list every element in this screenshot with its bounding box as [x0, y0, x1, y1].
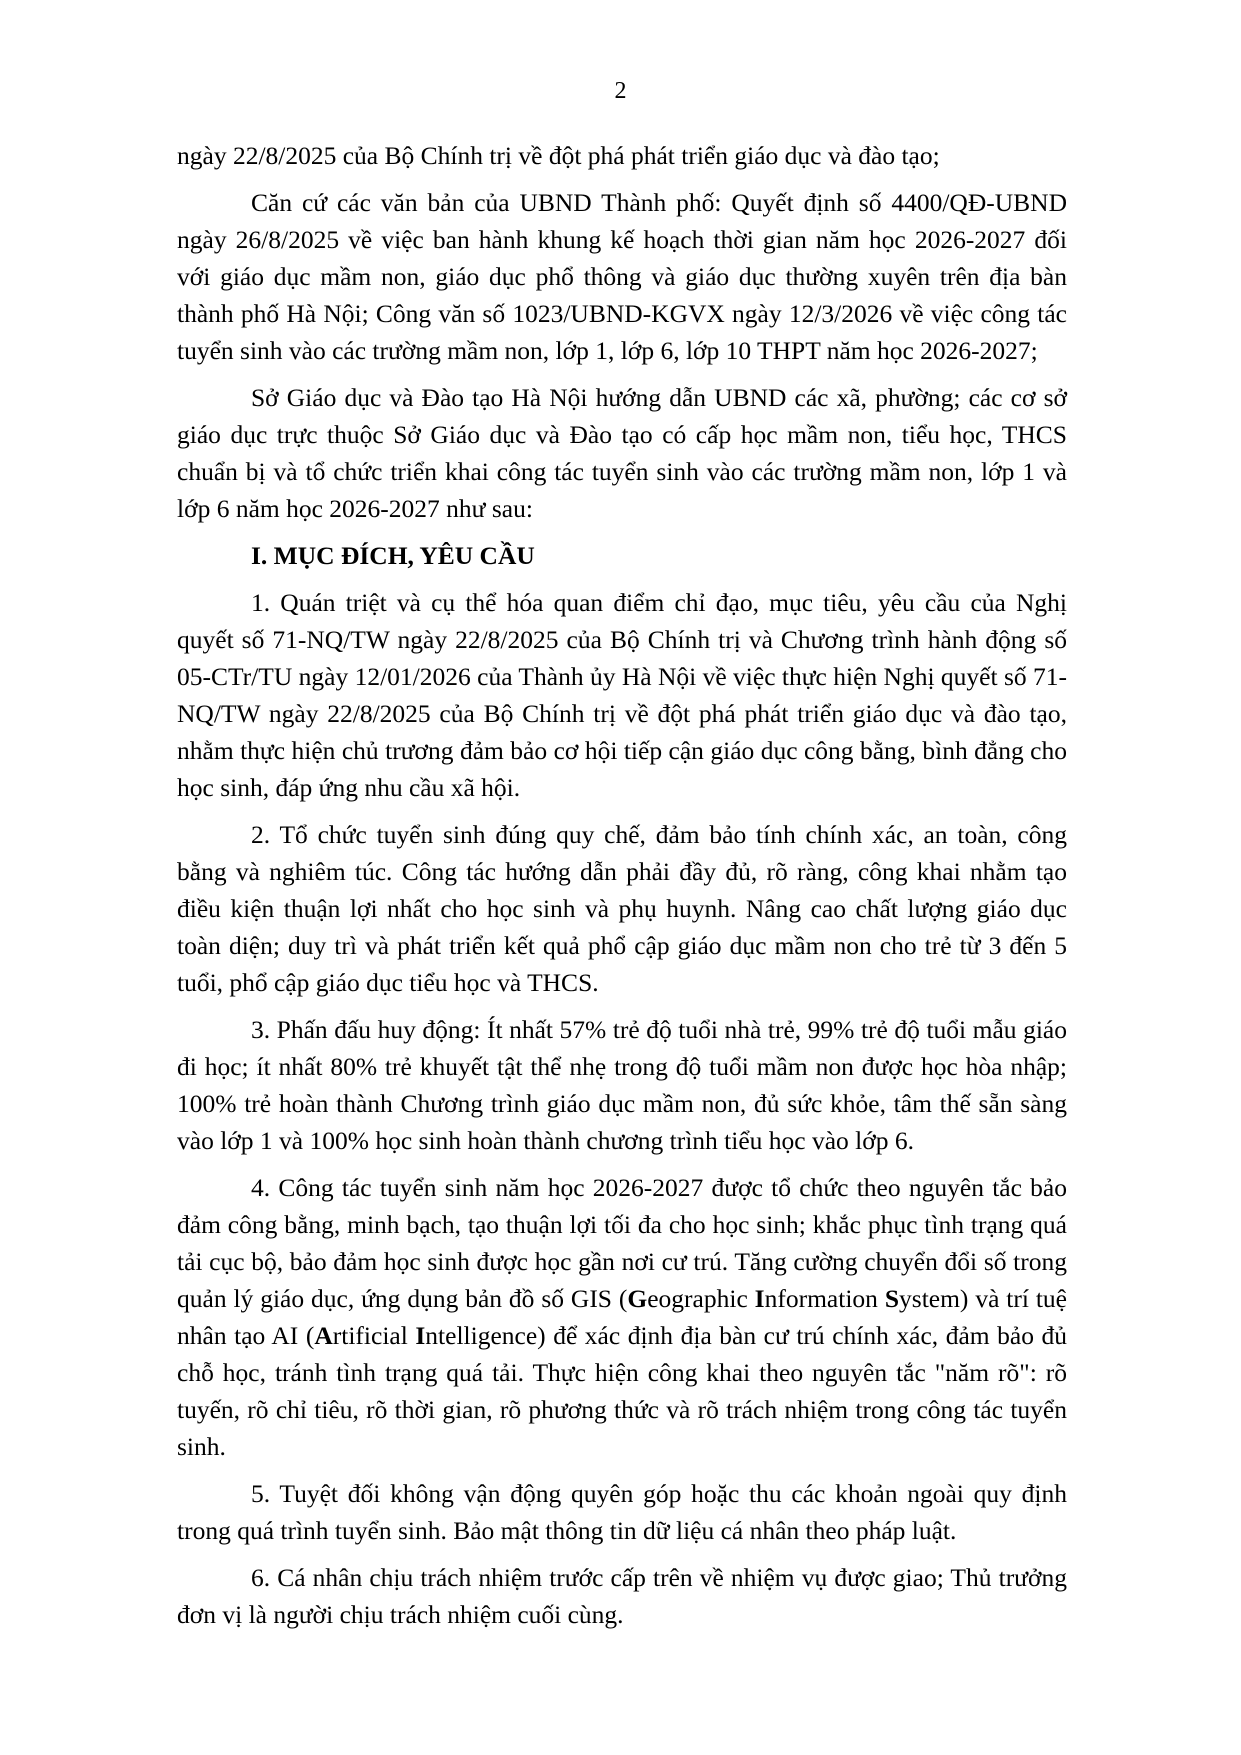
list-item-4-text-d: ystem) và trí tuệ nhân tạo AI ( — [177, 1284, 1067, 1350]
acronym-letter-g: G — [627, 1284, 648, 1313]
paragraph-guidance-intro: Sở Giáo dục và Đào tạo Hà Nội hướng dẫn UBND các xã, phường; các cơ sở giáo dục trực thuộc Sở Giáo dục và Đào tạo có cấp học mầm non, tiểu học, THCS chuẩn bị và tổ chức triển khai công tác tuyển sinh vào các trường mầm non, lớp 1 và lớp 6 năm học 2026-2027 như sau: — [177, 383, 1067, 523]
list-item-4-text-b: eographic — [647, 1284, 755, 1313]
list-item-2: 2. Tổ chức tuyển sinh đúng quy chế, đảm bảo tính chính xác, an toàn, công bằng và nghiêm túc. Công tác hướng dẫn phải đầy đủ, rõ ràng, công khai nhằm tạo điều kiện thuận lợi nhất cho học sinh và phụ huynh. Nâng cao chất lượng giáo dục toàn diện; duy trì và phát triển kết quả phổ cập giáo dục mầm non cho trẻ từ 3 đến 5 tuổi, phổ cập giáo dục tiểu học và THCS. — [177, 820, 1067, 997]
acronym-letter-a: A — [314, 1321, 333, 1350]
paragraph-continuation: ngày 22/8/2025 của Bộ Chính trị về đột phá phát triển giáo dục và đào tạo; — [177, 141, 940, 170]
acronym-letter-i2: I — [415, 1321, 426, 1350]
list-item-4-text-e: rtificial — [332, 1321, 416, 1350]
list-item-4-text-c: nformation — [764, 1284, 885, 1313]
list-item-6: 6. Cá nhân chịu trách nhiệm trước cấp trên về nhiệm vụ được giao; Thủ trưởng đơn vị là người chịu trách nhiệm cuối cùng. — [177, 1563, 1067, 1629]
list-item-4-text-f: ntelligence) để xác định địa bàn cư trú chính xác, đảm bảo đủ chỗ học, tránh tình trạng quá tải. Thực hiện công khai theo nguyên tắc "năm rõ": rõ tuyến, rõ chỉ tiêu, rõ thời gian, rõ phương thức và rõ trách nhiệm trong công tác tuyển sinh. — [177, 1321, 1068, 1461]
list-item-1: 1. Quán triệt và cụ thể hóa quan điểm chỉ đạo, mục tiêu, yêu cầu của Nghị quyết số 71-NQ/TW ngày 22/8/2025 của Bộ Chính trị và Chương trình hành động số 05-CTr/TU ngày 12/01/2026 của Thành ủy Hà Nội về việc thực hiện Nghị quyết số 71-NQ/TW ngày 22/8/2025 của Bộ Chính trị về đột phá phát triển giáo dục và đào tạo, nhằm thực hiện chủ trương đảm bảo cơ hội tiếp cận giáo dục công bằng, bình đẳng cho học sinh, đáp ứng nhu cầu xã hội. — [177, 588, 1067, 802]
acronym-letter-i: I — [754, 1284, 765, 1313]
paragraph-legal-basis: Căn cứ các văn bản của UBND Thành phố: Quyết định số 4400/QĐ-UBND ngày 26/8/2025 về việc ban hành khung kế hoạch thời gian năm học 2026-2027 đối với giáo dục mầm non, giáo dục phổ thông và giáo dục thường xuyên trên địa bàn thành phố Hà Nội; Công văn số 1023/UBND-KGVX ngày 12/3/2026 về việc công tác tuyển sinh vào các trường mầm non, lớp 1, lớp 6, lớp 10 THPT năm học 2026-2027; — [177, 188, 1067, 365]
list-item-5: 5. Tuyệt đối không vận động quyên góp hoặc thu các khoản ngoài quy định trong quá trình tuyển sinh. Bảo mật thông tin dữ liệu cá nhân theo pháp luật. — [177, 1479, 1067, 1545]
list-item-4 — [177, 1169, 1067, 1465]
page-number: 2 — [614, 78, 627, 104]
document-body — [177, 137, 1067, 1643]
section-heading: I. MỤC ĐÍCH, YÊU CẦU — [251, 541, 535, 570]
acronym-letter-s: S — [884, 1284, 900, 1313]
list-item-4-text-a: 4. Công tác tuyển sinh năm học 2026-2027 được tổ chức theo nguyên tắc bảo đảm công bằng, minh bạch, tạo thuận lợi tối đa cho học sinh; khắc phục tình trạng quá tải cục bộ, bảo đảm học sinh được học gần nơi cư trú. Tăng cường chuyển đổi số trong quản lý giáo dục, ứng dụng bản đồ số GIS ( — [177, 1173, 1067, 1313]
list-item-3: 3. Phấn đấu huy động: Ít nhất 57% trẻ độ tuổi nhà trẻ, 99% trẻ độ tuổi mẫu giáo đi học; ít nhất 80% trẻ khuyết tật thể nhẹ trong độ tuổi mầm non được học hòa nhập; 100% trẻ hoàn thành Chương trình giáo dục mầm non, đủ sức khỏe, tâm thế sẵn sàng vào lớp 1 và 100% học sinh hoàn thành chương trình tiểu học vào lớp 6. — [177, 1015, 1067, 1155]
